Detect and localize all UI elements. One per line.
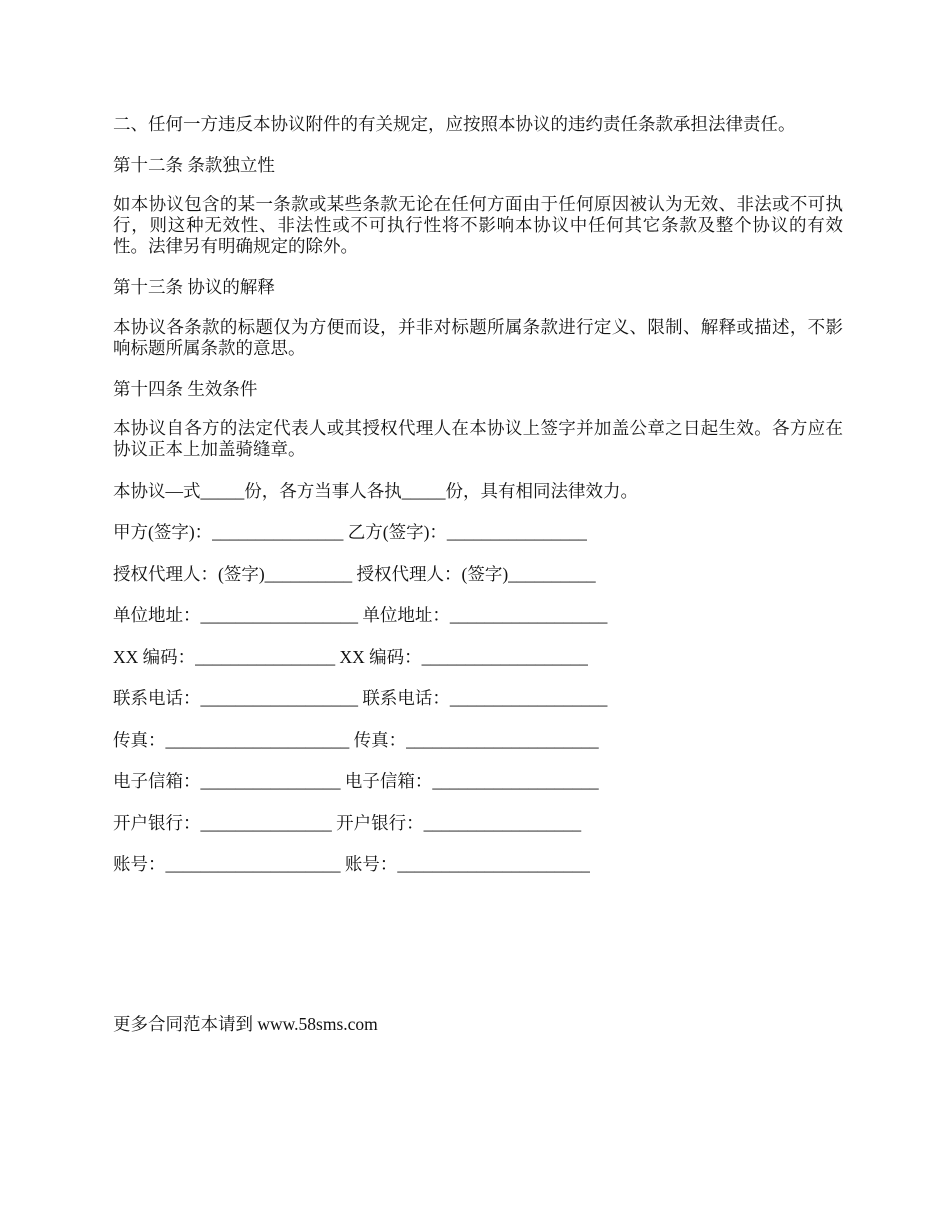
article-12-body: 如本协议包含的某一条款或某些条款无论在任何方面由于任何原因被认为无效、非法或不可执行，则这种无效性、非法性或不可执行性将不影响本协议中任何其它条款及整个协议的有效性。法律另有明确规定的除外。 (113, 194, 843, 256)
signature-row-faxes: 传真：_____________________ 传真：______________________ (113, 730, 599, 750)
signature-row-postcodes: XX 编码：________________ XX 编码：___________________ (113, 647, 588, 667)
article-14-body: 本协议自各方的法定代表人或其授权代理人在本协议上签字并加盖公章之日起生效。各方应在协议正本上加盖骑缝章。 (113, 418, 843, 459)
article-12-heading: 第十二条 条款独立性 (113, 155, 275, 175)
footer-more-contracts-link[interactable]: 更多合同范本请到 www.58sms.com (113, 1014, 378, 1034)
clause-penalty: 二、任何一方违反本协议附件的有关规定，应按照本协议的违约责任条款承担法律责任。 (113, 114, 796, 134)
signature-row-phones: 联系电话：__________________ 联系电话：__________________ (113, 688, 608, 708)
article-13-body: 本协议各条款的标题仅为方便而设，并非对标题所属条款进行定义、限制、解释或描述，不影响标题所属条款的意思。 (113, 317, 843, 358)
signature-row-parties: 甲方(签字)：_______________ 乙方(签字)：________________ (113, 522, 587, 542)
article-14-heading: 第十四条 生效条件 (113, 379, 258, 399)
signature-row-accounts: 账号：____________________ 账号：______________________ (113, 854, 590, 874)
signature-row-agents: 授权代理人：(签字)__________ 授权代理人：(签字)__________ (113, 564, 596, 584)
article-13-heading: 第十三条 协议的解释 (113, 277, 275, 297)
copies-line: 本协议—式_____份，各方当事人各执_____份，具有相同法律效力。 (113, 481, 638, 501)
signature-row-addresses: 单位地址：__________________ 单位地址：__________________ (113, 605, 608, 625)
signature-row-banks: 开户银行：_______________ 开户银行：__________________ (113, 813, 582, 833)
document-page (113, 0, 848, 1230)
signature-row-emails: 电子信箱：________________ 电子信箱：___________________ (113, 771, 599, 791)
